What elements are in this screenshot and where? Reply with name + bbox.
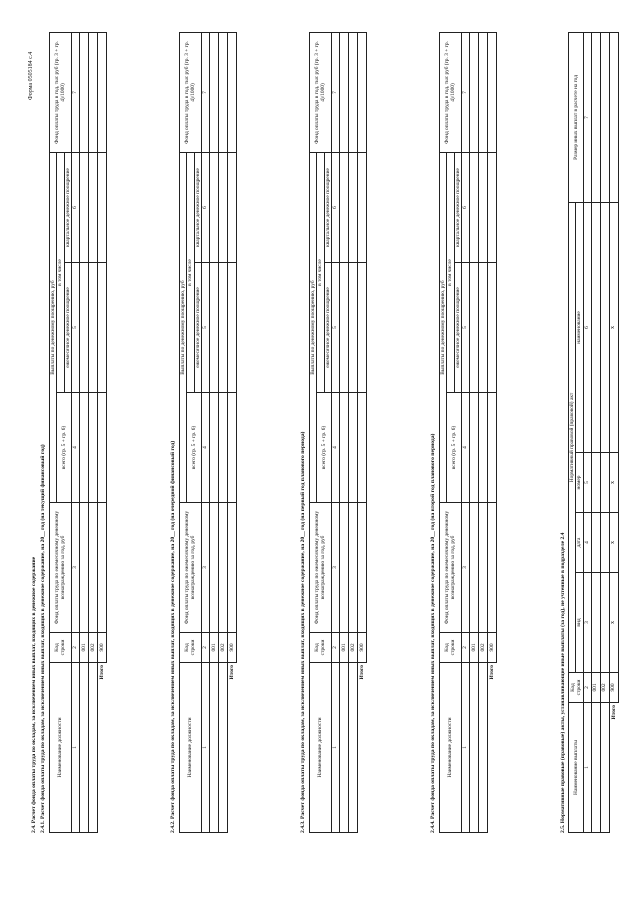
total-label: Итого: [488, 665, 495, 680]
quarterly-bonus-cell[interactable]: [79, 153, 88, 263]
position-cell[interactable]: [218, 663, 227, 833]
table-row: [339, 33, 348, 833]
total-value-cell[interactable]: [487, 503, 496, 633]
col-header-code: Код строки: [440, 633, 462, 663]
position-cell[interactable]: [478, 663, 487, 833]
fund-cell[interactable]: [469, 503, 478, 633]
monthly-bonus-cell[interactable]: [339, 263, 348, 393]
col-header-position: Наименование должности: [440, 663, 462, 833]
col-header-position: Наименование должности: [180, 663, 202, 833]
total-value-cell[interactable]: [357, 393, 366, 503]
col-header-code: Код строки: [180, 633, 202, 663]
section-2-5-heading: 2.5. Нормативные правовые (правовые) акты, устанавливающие иные выплаты (за год), не учтенные в подразделе 2.4: [560, 532, 566, 833]
column-number: 4: [461, 393, 469, 503]
column-number: 1: [71, 663, 79, 833]
column-number: 3: [461, 503, 469, 633]
column-number: 1: [461, 663, 469, 833]
quarterly-bonus-cell[interactable]: [339, 153, 348, 263]
code-cell: 002: [600, 673, 609, 703]
total-cell[interactable]: [478, 393, 487, 503]
column-number: 4: [331, 393, 339, 503]
col-header-title: наименование: [576, 202, 583, 452]
amount-cell[interactable]: [591, 32, 600, 202]
column-number: 3: [201, 503, 209, 633]
code-cell: 001: [469, 633, 478, 663]
total-value-cell[interactable]: [227, 33, 236, 153]
col-header-quarterly-bonus: квартальное денежное поощрение: [64, 153, 71, 263]
table-row: [478, 33, 487, 833]
annual-fund-cell[interactable]: [88, 33, 97, 153]
quarterly-bonus-cell[interactable]: [478, 153, 487, 263]
total-row: [97, 33, 106, 833]
total-code: 900: [357, 633, 366, 663]
annual-fund-cell[interactable]: [478, 33, 487, 153]
total-value-cell[interactable]: [227, 393, 236, 503]
subsection-heading: 2.4.1. Расчет фонда оплаты труда по окладам, за исключением иных выплат, входящих в денежное содержание, на 20__ год (на текущий финансовый год): [40, 444, 46, 833]
column-number: 1: [331, 663, 339, 833]
column-number: 4: [201, 393, 209, 503]
col-header-total: всего (гр. 5 + гр. 6): [447, 393, 462, 503]
total-code: 900: [609, 673, 618, 703]
total-label: Итого: [610, 705, 617, 720]
code-cell: 002: [478, 633, 487, 663]
col-header-payments: Выплаты по денежному поощрению, руб: [180, 153, 187, 503]
monthly-bonus-cell[interactable]: [478, 263, 487, 393]
x-mark: x: [609, 573, 618, 673]
col-header-monthly-bonus: ежемесячное денежное поощрение: [194, 263, 201, 393]
code-cell: 002: [88, 633, 97, 663]
total-value-cell[interactable]: [97, 393, 106, 503]
col-header-annual-fund: Фонд оплаты труда в год, тыс руб (гр. 3 + гр. 4)/1000): [50, 33, 72, 153]
total-cell[interactable]: [218, 393, 227, 503]
column-number: 3: [583, 573, 591, 673]
column-number: 6: [71, 153, 79, 263]
monthly-bonus-cell[interactable]: [469, 263, 478, 393]
col-header-quarterly-bonus: квартальное денежное поощрение: [194, 153, 201, 263]
column-number: 1: [201, 663, 209, 833]
total-cell[interactable]: [339, 393, 348, 503]
total-row: [487, 33, 496, 833]
col-header-total: всего (гр. 5 + гр. 6): [317, 393, 332, 503]
col-header-fund: Фонд оплаты труда по ежемесячному денежному вознаграждению за год, руб: [50, 503, 72, 633]
total-value-cell[interactable]: [227, 263, 236, 393]
position-cell[interactable]: [209, 663, 218, 833]
total-value-cell[interactable]: [97, 503, 106, 633]
total-value-cell[interactable]: [487, 263, 496, 393]
fund-cell[interactable]: [79, 503, 88, 633]
monthly-bonus-cell[interactable]: [209, 263, 218, 393]
table-row: [79, 33, 88, 833]
table-row: [591, 32, 600, 832]
payment-name-cell[interactable]: [600, 703, 609, 833]
code-cell: 001: [591, 673, 600, 703]
column-number: 5: [461, 263, 469, 393]
x-mark: x: [609, 202, 618, 452]
quarterly-bonus-cell[interactable]: [469, 153, 478, 263]
column-number: 2: [331, 633, 339, 663]
column-number: 2: [71, 633, 79, 663]
fund-cell[interactable]: [218, 503, 227, 633]
total-value-cell[interactable]: [97, 263, 106, 393]
col-header-payments: Выплаты по денежному поощрению, руб: [440, 153, 447, 503]
other-payments-table: [568, 32, 619, 833]
col-header-position: Наименование должности: [50, 663, 72, 833]
col-header-monthly-bonus: ежемесячное денежное поощрение: [454, 263, 461, 393]
quarterly-bonus-cell[interactable]: [209, 153, 218, 263]
salary-fund-table: [49, 32, 107, 833]
number-cell[interactable]: [600, 453, 609, 513]
column-number: 6: [461, 153, 469, 263]
column-number: 6: [331, 153, 339, 263]
x-mark: x: [609, 453, 618, 513]
column-number: 7: [461, 33, 469, 153]
col-header-including: в том числе: [447, 153, 454, 393]
col-header-total: всего (гр. 5 + гр. 6): [57, 393, 72, 503]
column-number: 2: [461, 633, 469, 663]
total-value-cell[interactable]: [97, 33, 106, 153]
monthly-bonus-cell[interactable]: [218, 263, 227, 393]
form-reference: Форма 0505184 с.4: [28, 51, 34, 100]
col-header-fund: Фонд оплаты труда по ежемесячному денежному вознаграждению за год, руб: [180, 503, 202, 633]
column-number: 5: [201, 263, 209, 393]
quarterly-bonus-cell[interactable]: [88, 153, 97, 263]
column-number: 7: [71, 33, 79, 153]
total-amount[interactable]: [609, 32, 618, 202]
total-value-cell[interactable]: [487, 153, 496, 263]
annual-fund-cell[interactable]: [209, 33, 218, 153]
column-number: 4: [583, 513, 591, 573]
col-header-including: в том числе: [317, 153, 324, 393]
position-cell[interactable]: [79, 663, 88, 833]
total-label: Итого: [98, 665, 105, 680]
total-code: 900: [487, 633, 496, 663]
salary-fund-table: [179, 32, 237, 833]
col-header-fund: Фонд оплаты труда по ежемесячному денежному вознаграждению за год, руб: [440, 503, 462, 633]
col-header-annual-fund: Фонд оплаты труда в год, тыс руб (гр. 3 + гр. 4)/1000): [440, 33, 462, 153]
number-cell[interactable]: [591, 453, 600, 513]
payment-name-cell[interactable]: [591, 703, 600, 833]
annual-fund-cell[interactable]: [218, 33, 227, 153]
col-header-code: Код строки: [569, 673, 584, 703]
code-cell: 001: [339, 633, 348, 663]
subsection-heading: 2.4.4. Расчет фонда оплаты труда по окладам, за исключением иных выплат, входящих в денежное содержание, на 20__ год (на второй год планового периода): [430, 433, 436, 833]
col-header-annual-fund: Фонд оплаты труда в год, тыс руб (гр. 3 + гр. 4)/1000): [310, 33, 332, 153]
monthly-bonus-cell[interactable]: [79, 263, 88, 393]
position-cell[interactable]: [348, 663, 357, 833]
column-number: 1: [583, 703, 591, 833]
column-number: 3: [71, 503, 79, 633]
col-header-annual-fund: Фонд оплаты труда в год, тыс руб (гр. 3 + гр. 4)/1000): [180, 33, 202, 153]
column-number: 7: [583, 32, 591, 202]
fund-cell[interactable]: [348, 503, 357, 633]
column-number: 3: [331, 503, 339, 633]
col-header-date: дата: [576, 513, 583, 573]
total-label: Итого: [228, 665, 235, 680]
position-cell[interactable]: [339, 663, 348, 833]
title-cell[interactable]: [600, 202, 609, 452]
annual-fund-cell[interactable]: [469, 33, 478, 153]
column-number: 7: [331, 33, 339, 153]
col-header-monthly-bonus: ежемесячное денежное поощрение: [324, 263, 331, 393]
annual-fund-cell[interactable]: [348, 33, 357, 153]
code-cell: 001: [209, 633, 218, 663]
fund-cell[interactable]: [478, 503, 487, 633]
col-header-amount: Размер иных выплат в расчете на год: [569, 32, 584, 202]
code-cell: 002: [348, 633, 357, 663]
code-cell: 001: [79, 633, 88, 663]
column-number: 6: [201, 153, 209, 263]
table-row: [469, 33, 478, 833]
total-value-cell[interactable]: [357, 33, 366, 153]
total-code: 900: [97, 633, 106, 663]
column-number: 2: [201, 633, 209, 663]
kind-cell[interactable]: [591, 573, 600, 673]
total-value-cell[interactable]: [227, 153, 236, 263]
total-value-cell[interactable]: [487, 33, 496, 153]
col-header-monthly-bonus: ежемесячное денежное поощрение: [64, 263, 71, 393]
salary-fund-table: [309, 32, 367, 833]
section-2-4-heading: 2.4. Расчет фонда оплаты труда по окладам, за исключением иных выплат, входящих в денежное содержание: [31, 556, 37, 833]
total-value-cell[interactable]: [357, 263, 366, 393]
quarterly-bonus-cell[interactable]: [218, 153, 227, 263]
subsection-heading: 2.4.3. Расчет фонда оплаты труда по окладам, за исключением иных выплат, входящих в денежное содержание, на 20__ год (на первый год планового периода): [300, 431, 306, 833]
col-header-payments: Выплаты по денежному поощрению, руб: [50, 153, 57, 503]
column-number: 4: [71, 393, 79, 503]
amount-cell[interactable]: [600, 32, 609, 202]
total-cell[interactable]: [88, 393, 97, 503]
col-header-number: номер: [576, 453, 583, 513]
col-header-code: Код строки: [50, 633, 72, 663]
position-cell[interactable]: [469, 663, 478, 833]
total-row: [357, 33, 366, 833]
fund-cell[interactable]: [209, 503, 218, 633]
fund-cell[interactable]: [339, 503, 348, 633]
total-value-cell[interactable]: [97, 153, 106, 263]
col-header-total: всего (гр. 5 + гр. 6): [187, 393, 202, 503]
monthly-bonus-cell[interactable]: [88, 263, 97, 393]
total-cell[interactable]: [209, 393, 218, 503]
total-value-cell[interactable]: [487, 393, 496, 503]
col-header-quarterly-bonus: квартальное денежное поощрение: [324, 153, 331, 263]
quarterly-bonus-cell[interactable]: [348, 153, 357, 263]
col-header-payments: Выплаты по денежному поощрению, руб: [310, 153, 317, 503]
total-cell[interactable]: [79, 393, 88, 503]
total-cell[interactable]: [348, 393, 357, 503]
col-header-fund: Фонд оплаты труда по ежемесячному денежному вознаграждению за год, руб: [310, 503, 332, 633]
table-row: [348, 33, 357, 833]
col-header-including: в том числе: [57, 153, 64, 393]
total-value-cell[interactable]: [357, 153, 366, 263]
col-header-code: Код строки: [310, 633, 332, 663]
table-row: [600, 32, 609, 832]
total-value-cell[interactable]: [357, 503, 366, 633]
position-cell[interactable]: [88, 663, 97, 833]
col-header-act: Нормативный правовой (правовой) акт: [569, 202, 576, 672]
total-label: Итого: [358, 665, 365, 680]
code-cell: 002: [218, 633, 227, 663]
column-number: 5: [71, 263, 79, 393]
kind-cell[interactable]: [600, 573, 609, 673]
table-row: [218, 33, 227, 833]
annual-fund-cell[interactable]: [339, 33, 348, 153]
table-row: [88, 33, 97, 833]
fund-cell[interactable]: [88, 503, 97, 633]
total-code: 900: [227, 633, 236, 663]
column-number: 2: [583, 673, 591, 703]
total-cell[interactable]: [469, 393, 478, 503]
column-number: 7: [201, 33, 209, 153]
col-header-including: в том числе: [187, 153, 194, 393]
total-row: [609, 32, 618, 832]
col-header-position: Наименование должности: [310, 663, 332, 833]
title-cell[interactable]: [591, 202, 600, 452]
date-cell[interactable]: [600, 513, 609, 573]
subsection-heading: 2.4.2. Расчет фонда оплаты труда по окладам, за исключением иных выплат, входящих в денежное содержание, на 20__ год (на очередной финансовый год): [170, 440, 176, 833]
col-header-payment-name: Наименование выплаты: [569, 703, 584, 833]
annual-fund-cell[interactable]: [79, 33, 88, 153]
total-row: [227, 33, 236, 833]
column-number: 5: [331, 263, 339, 393]
salary-fund-table: [439, 32, 497, 833]
col-header-kind: вид: [576, 573, 583, 673]
date-cell[interactable]: [591, 513, 600, 573]
column-number: 5: [583, 453, 591, 513]
x-mark: x: [609, 513, 618, 573]
monthly-bonus-cell[interactable]: [348, 263, 357, 393]
table-row: [209, 33, 218, 833]
total-value-cell[interactable]: [227, 503, 236, 633]
col-header-quarterly-bonus: квартальное денежное поощрение: [454, 153, 461, 263]
column-number: 6: [583, 202, 591, 452]
